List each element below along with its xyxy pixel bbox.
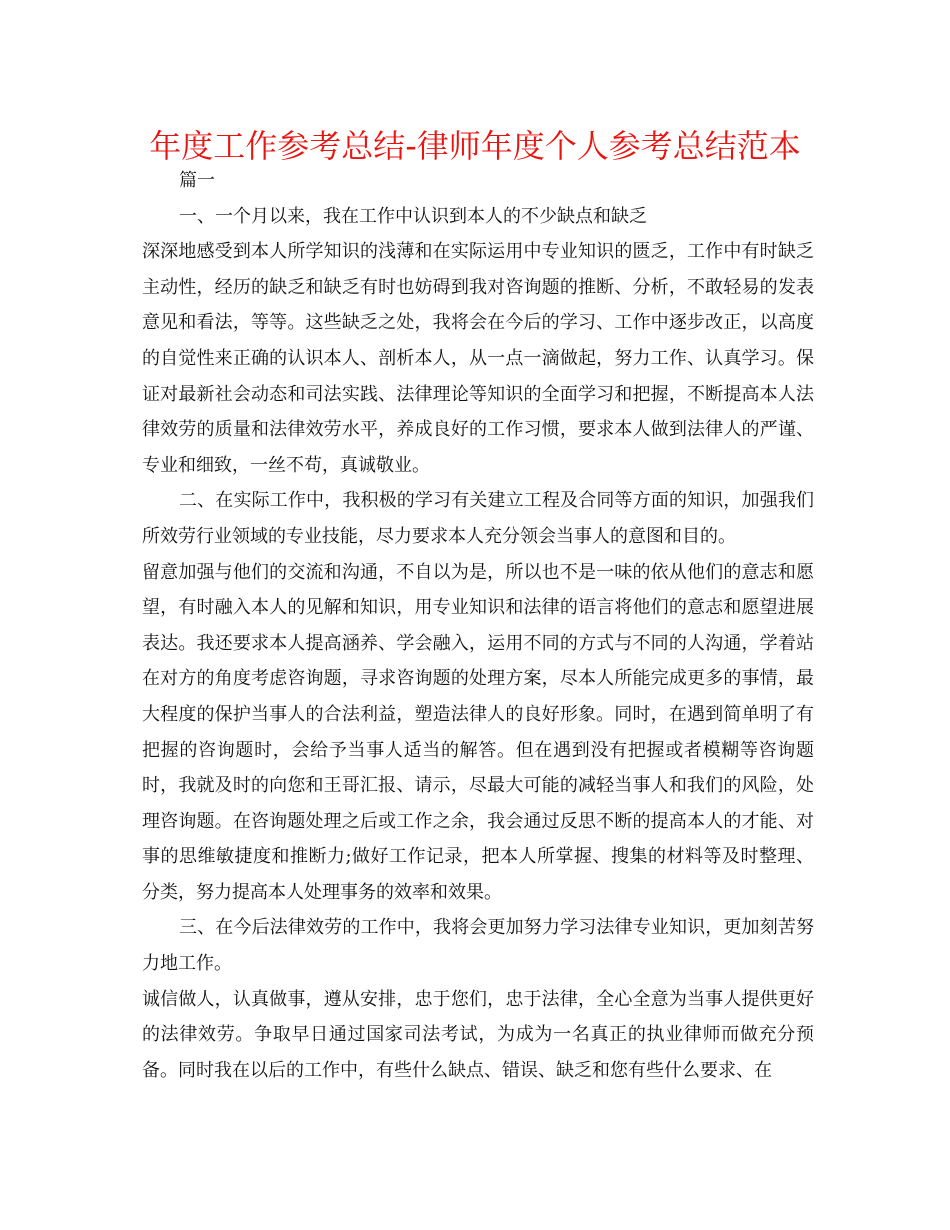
document-body (142, 163, 814, 1088)
paragraph: 诚信做人，认真做事，遵从安排，忠于您们，忠于法律，全心全意为当事人提供更好的法律效劳。争取早日通过国家司法考试，为成为一名真正的执业律师而做充分预备。同时我在以后的工作中，有些什么缺点、错误、缺乏和您有些什么要求、在 (142, 988, 814, 1081)
document-title: 年度工作参考总结-律师年度个人参考总结范本 (149, 127, 801, 165)
paragraph: 二、在实际工作中，我积极的学习有关建立工程及合同等方面的知识，加强我们所效劳行业领域的专业技能，尽力要求本人充分领会当事人的意图和目的。 (142, 490, 814, 547)
paragraph: 深深地感受到本人所学知识的浅薄和在实际运用中专业知识的匮乏，工作中有时缺乏主动性，经历的缺乏和缺乏有时也妨碍到我对咨询题的推断、分析，不敢轻易的发表意见和看法，等等。这些缺乏之处，我将会在今后的学习、工作中逐步改正，以高度的自觉性来正确的认识本人、剖析本人，从一点一滴做起，努力工作、认真学习。保证对最新社会动态和司法实践、法律理论等知识的全面学习和把握，不断提高本人法律效劳的质量和法律效劳水平，养成良好的工作习惯，要求本人做到法律人的严谨、专业和细致，一丝不苟，真诚敬业。 (142, 241, 814, 476)
paragraph: 篇一 (179, 170, 215, 191)
paragraph: 留意加强与他们的交流和沟通，不自以为是，所以也不是一味的依从他们的意志和愿望，有时融入本人的见解和知识，用专业知识和法律的语言将他们的意志和愿望进展表达。我还要求本人提高涵养、学会融入，运用不同的方式与不同的人沟通，学着站在对方的角度考虑咨询题，寻求咨询题的处理方案，尽本人所能完成更多的事情，最大程度的保护当事人的合法利益，塑造法律人的良好形象。同时，在遇到简单明了有把握的咨询题时，会给予当事人适当的解答。但在遇到没有把握或者模糊等咨询题时，我就及时的向您和王哥汇报、请示，尽最大可能的减轻当事人和我们的风险，处理咨询题。在咨询题处理之后或工作之余，我会通过反思不断的提高本人的才能、对事的思维敏捷度和推断力;做好工作记录，把本人所掌握、搜集的材料等及时整理、分类，努力提高本人处理事务的效率和效果。 (142, 561, 814, 903)
paragraph: 三、在今后法律效劳的工作中，我将会更加努力学习法律专业知识，更加刻苦努力地工作。 (142, 917, 814, 975)
paragraph: 一、一个月以来，我在工作中认识到本人的不少缺点和缺乏 (179, 205, 647, 227)
